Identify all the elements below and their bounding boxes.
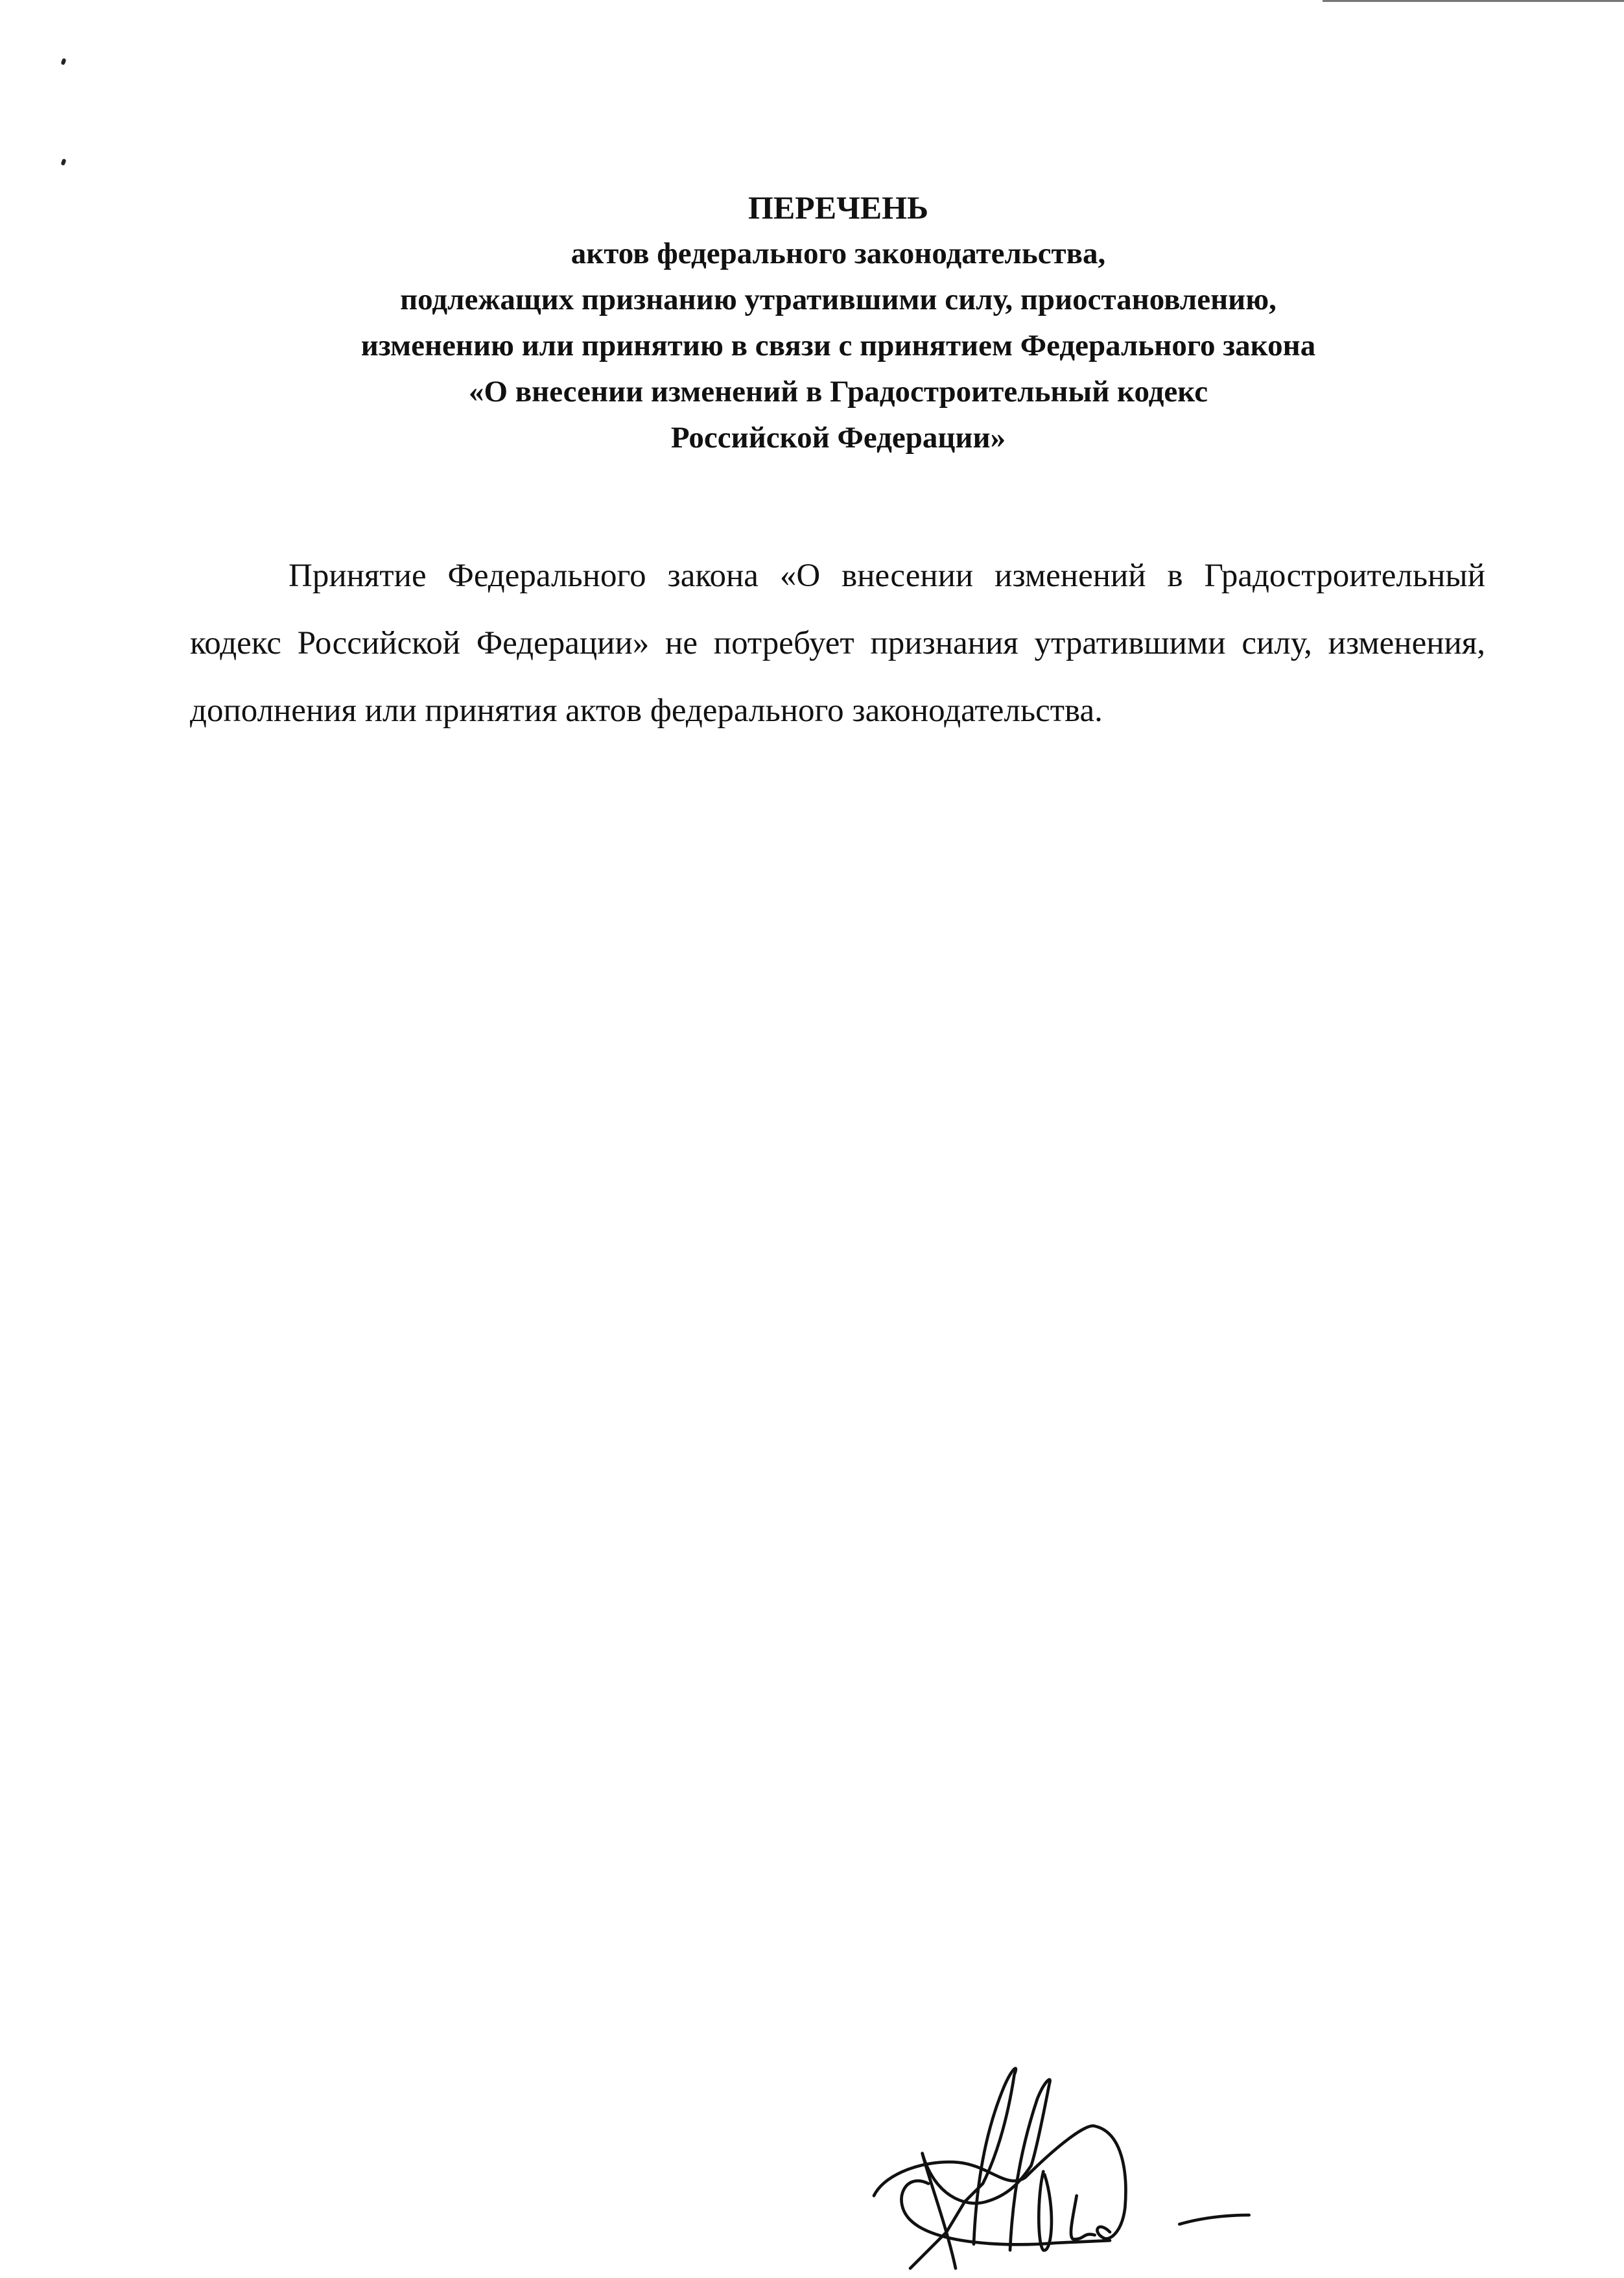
scan-speck [60,58,66,65]
heading-line: подлежащих признанию утратившими силу, приостановлению, [400,283,1277,316]
scan-edge-line [1323,0,1624,2]
scan-speck [60,158,66,165]
body-paragraph: Принятие Федерального закона «О внесении изменений в Градостроительный кодекс Российской Федерации» не потребует признания утратившими силу, изменения, дополнения или принятия актов федерального законодательства. [190,558,1485,729]
document-title: ПЕРЕЧЕНЬ [747,189,929,226]
heading-line: актов федерального законодательства, [571,237,1106,270]
signature [856,2043,1310,2278]
document-heading [190,185,1487,461]
heading-line: «О внесении изменений в Градостроительный кодекс [468,375,1208,409]
heading-line: Российской Федерации» [670,421,1006,455]
heading-line: изменению или принятию в связи с принятием Федерального закона [360,329,1316,362]
